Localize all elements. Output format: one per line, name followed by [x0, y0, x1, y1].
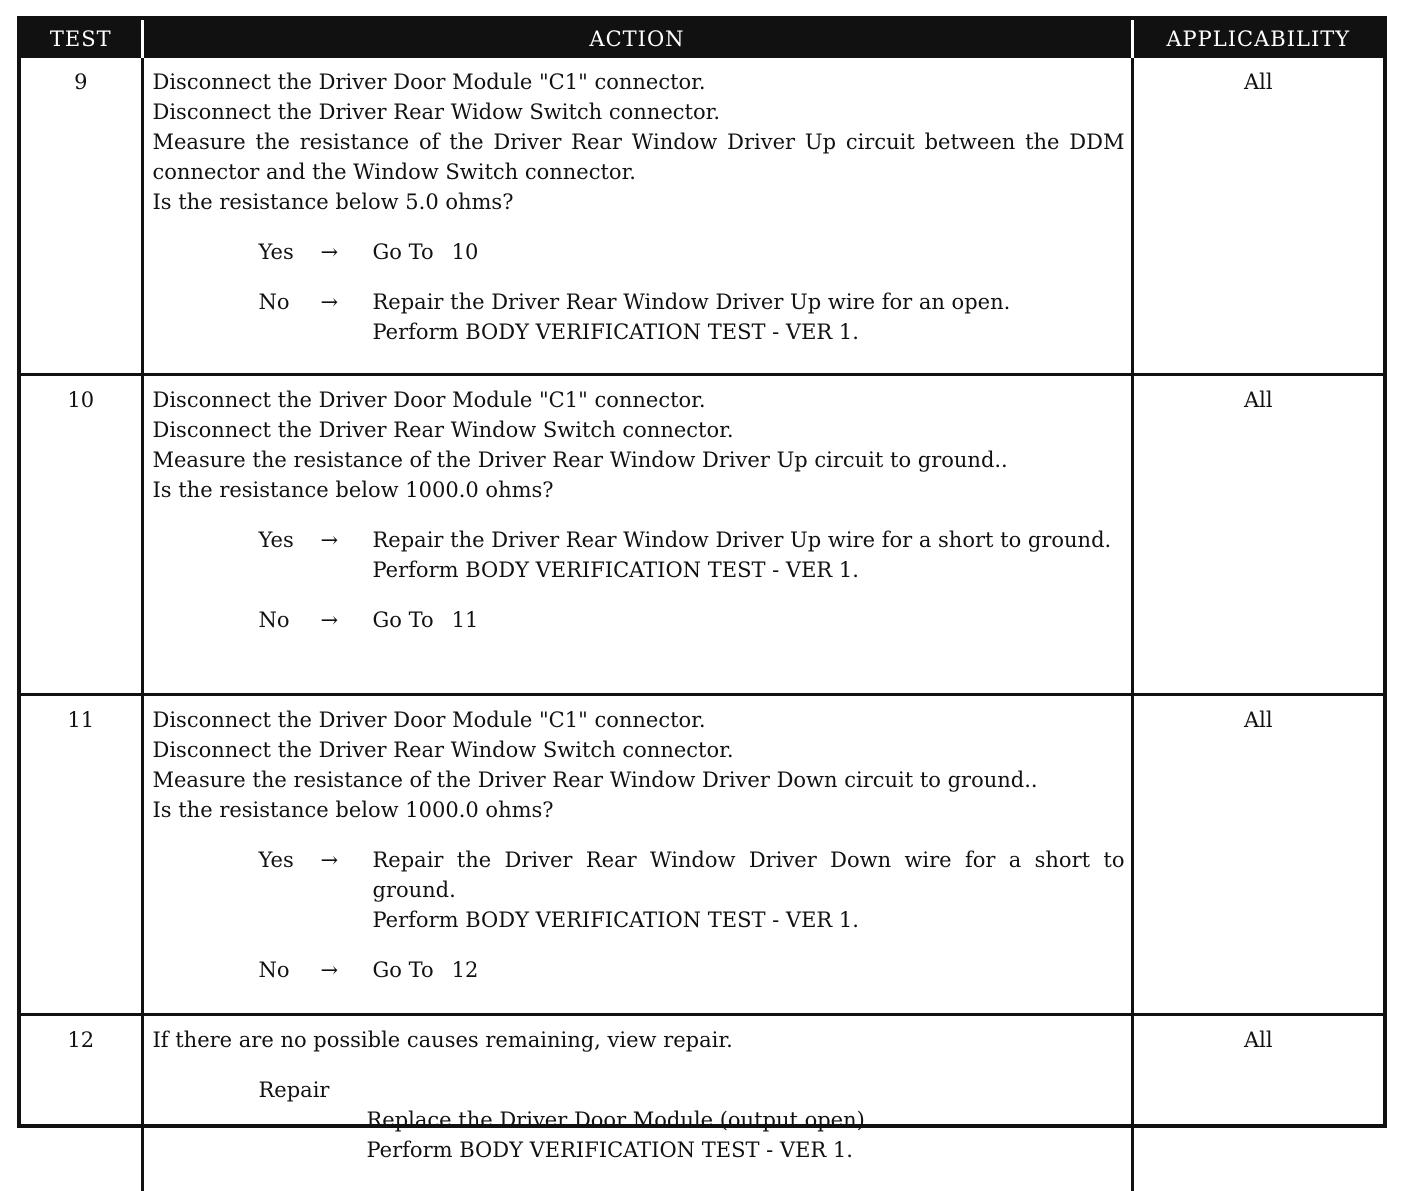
yes-branch	[153, 237, 1125, 267]
goto-label: Go To	[373, 608, 434, 632]
applicability-value: All	[1132, 375, 1383, 695]
test-number: 10	[21, 375, 142, 695]
applicability-value: All	[1132, 58, 1383, 375]
test-number: 12	[21, 1015, 142, 1191]
action-line: Disconnect the Driver Door Module "C1" connector.	[153, 705, 1125, 735]
yes-label: Yes	[259, 237, 321, 267]
repair-instruction: Repair the Driver Rear Window Driver Up wire for a short to ground.	[373, 528, 1112, 552]
verification-instruction: Perform BODY VERIFICATION TEST - VER 1.	[367, 1135, 1125, 1165]
table-row-test-11	[21, 695, 1383, 1015]
header-applicability: APPLICABILITY	[1132, 20, 1383, 58]
no-label: No	[259, 605, 321, 635]
action-line: Measure the resistance of the Driver Rear Window Driver Down circuit to ground..	[153, 765, 1125, 795]
yes-branch	[153, 845, 1125, 935]
action-question: Is the resistance below 1000.0 ohms?	[153, 475, 1125, 505]
action-line: Disconnect the Driver Door Module "C1" connector.	[153, 67, 1125, 97]
table-row-test-12	[21, 1015, 1383, 1191]
test-number: 11	[21, 695, 142, 1015]
table-row-test-9	[21, 58, 1383, 375]
action-line: Measure the resistance of the Driver Rear Window Driver Up circuit between the DDM connector and the Window Switch connector.	[153, 127, 1125, 187]
action-line: If there are no possible causes remaining, view repair.	[153, 1025, 1125, 1055]
action-cell	[142, 58, 1132, 375]
goto-target: 12	[452, 958, 479, 982]
action-line: Disconnect the Driver Rear Window Switch connector.	[153, 415, 1125, 445]
action-cell	[142, 375, 1132, 695]
repair-label: Repair	[259, 1075, 1125, 1105]
repair-instruction: Repair the Driver Rear Window Driver Up wire for an open.	[373, 290, 1011, 314]
action-line: Measure the resistance of the Driver Rear Window Driver Up circuit to ground..	[153, 445, 1125, 475]
test-number: 9	[21, 58, 142, 375]
no-branch	[153, 955, 1125, 985]
branch-outcome	[373, 605, 1125, 635]
right-arrow-icon: →	[321, 525, 373, 585]
verification-instruction: Perform BODY VERIFICATION TEST - VER 1.	[373, 908, 859, 932]
diagnostic-table	[17, 16, 1387, 1128]
header-test: TEST	[21, 20, 142, 58]
action-question: Is the resistance below 1000.0 ohms?	[153, 795, 1125, 825]
yes-branch	[153, 525, 1125, 585]
applicability-value: All	[1132, 695, 1383, 1015]
no-branch	[153, 605, 1125, 635]
right-arrow-icon: →	[321, 845, 373, 935]
action-line: Disconnect the Driver Rear Window Switch connector.	[153, 735, 1125, 765]
branch-outcome	[373, 955, 1125, 985]
applicability-value: All	[1132, 1015, 1383, 1191]
verification-instruction: Perform BODY VERIFICATION TEST - VER 1.	[373, 320, 859, 344]
verification-instruction: Perform BODY VERIFICATION TEST - VER 1.	[373, 558, 859, 582]
table-header-row	[21, 20, 1383, 58]
right-arrow-icon: →	[321, 237, 373, 267]
yes-label: Yes	[259, 525, 321, 585]
branch-outcome	[373, 287, 1125, 347]
goto-label: Go To	[373, 958, 434, 982]
right-arrow-icon: →	[321, 955, 373, 985]
branch-outcome	[373, 237, 1125, 267]
header-action: ACTION	[142, 20, 1132, 58]
right-arrow-icon: →	[321, 287, 373, 347]
action-cell	[142, 695, 1132, 1015]
table-row-test-10	[21, 375, 1383, 695]
repair-instruction: Repair the Driver Rear Window Driver Down wire for a short to ground.	[373, 848, 1125, 902]
branch-outcome	[373, 845, 1125, 935]
diagnostic-test-table	[21, 20, 1383, 1191]
repair-instruction: Replace the Driver Door Module (output open)	[367, 1105, 1125, 1135]
right-arrow-icon: →	[321, 605, 373, 635]
no-branch	[153, 287, 1125, 347]
action-question: Is the resistance below 5.0 ohms?	[153, 187, 1125, 217]
action-cell	[142, 1015, 1132, 1191]
goto-label: Go To	[373, 240, 434, 264]
goto-target: 11	[452, 608, 479, 632]
action-line: Disconnect the Driver Rear Widow Switch connector.	[153, 97, 1125, 127]
no-label: No	[259, 287, 321, 347]
action-line: Disconnect the Driver Door Module "C1" connector.	[153, 385, 1125, 415]
goto-target: 10	[452, 240, 479, 264]
no-label: No	[259, 955, 321, 985]
branch-outcome	[373, 525, 1125, 585]
yes-label: Yes	[259, 845, 321, 935]
repair-body	[367, 1105, 1125, 1165]
